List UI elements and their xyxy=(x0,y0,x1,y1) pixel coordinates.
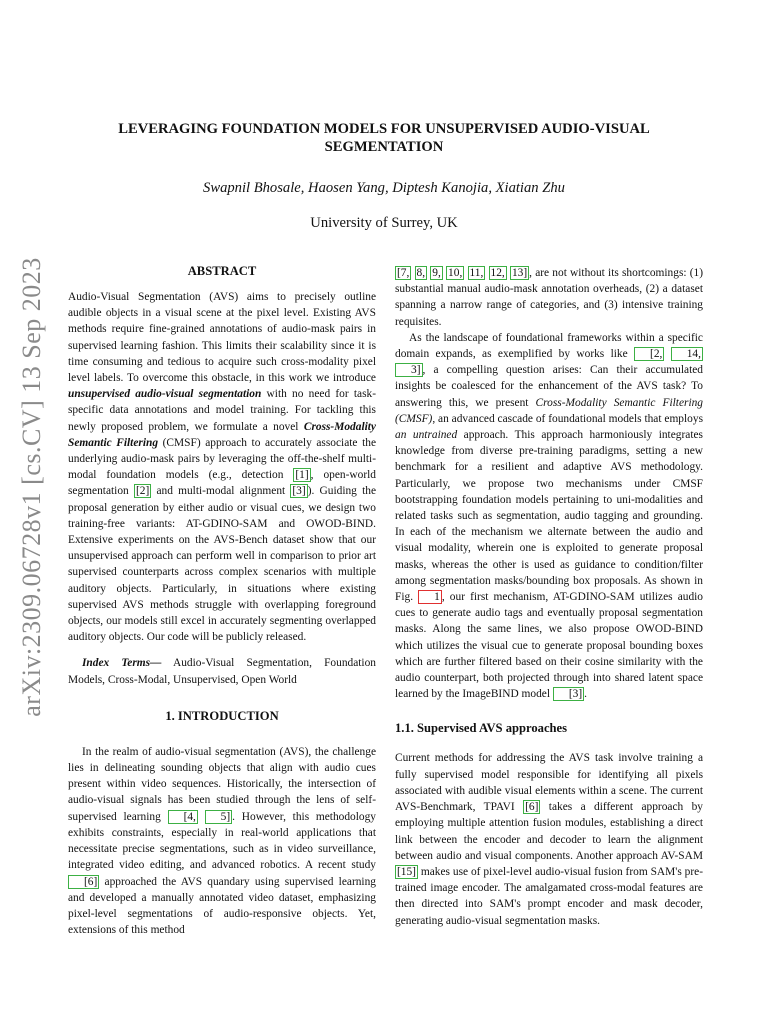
figure-link[interactable]: 1 xyxy=(418,590,442,604)
paper-header xyxy=(68,120,700,232)
index-terms xyxy=(68,655,376,687)
text-run: (CMSF) approach to accurately associate the underlying audio-mask pairs by leveraging the off-the-shelf multi-modal foundation models (e.g., detection xyxy=(68,436,376,482)
text-run: with no need for task-specific data annotations and model training. For tackling this newly proposed problem, we formulate a novel xyxy=(68,388,376,433)
affiliation: University of Surrey, UK xyxy=(310,215,458,231)
citation-link[interactable]: [3] xyxy=(553,687,584,701)
citation-link[interactable]: 10, xyxy=(448,267,463,279)
text-run: and multi-modal alignment xyxy=(151,485,291,498)
italic-text: an untrained xyxy=(395,429,458,442)
citation-link[interactable]: [6] xyxy=(525,801,539,814)
citation-link[interactable]: 5] xyxy=(205,810,233,824)
citation-link[interactable]: [6] xyxy=(68,875,99,889)
abstract-paragraph xyxy=(68,289,376,645)
subsection-heading: 1.1. Supervised AVS approaches xyxy=(395,721,568,736)
citation-link[interactable]: [3] xyxy=(292,485,306,498)
left-column xyxy=(68,263,376,938)
citation-link[interactable]: 11, xyxy=(469,267,484,279)
citation-link[interactable]: [4, xyxy=(168,810,198,824)
index-terms-label: Index Terms— xyxy=(82,657,162,670)
text-run: In the realm of audio-visual segmentation (AVS), the challenge lies in delineating sounding objects that align with audio cues present within video sequences. Historically, the intersection of audio-visual signals has been studied through the lens of self-supervised learning xyxy=(68,745,376,823)
author-list: Swapnil Bhosale, Haosen Yang, Diptesh Kanojia, Xiatian Zhu xyxy=(203,180,565,196)
citation-link[interactable]: [7, xyxy=(397,267,410,279)
emphasis-text: unsupervised audio-visual segmentation xyxy=(68,388,262,401)
text-run: ). Guiding the proposal generation by either audio or visual cues, we design two training-free variants: AT-GDINO-SAM and OWOD-BIND. Extensive experiments on the AVS-Bench dataset show that our unsupervised approach can perform well in comparison to prior art supervised counterparts across complex scenarios with multiple auditory objects. Particularly, in situations where existing supervised AVS methods struggle with overlapping foreground objects, our models still excel in accurately segmenting overlapped auditory objects. Our code will be publicly released. xyxy=(68,485,376,644)
text-run: , our first mechanism, AT-GDINO-SAM utilizes audio cues to generate audio tags and eventually proposal segmentation masks. Along the same lines, we also propose OWOD-BIND which utilizes the visual cue to generate proposal bounding boxes which are further filtered based on their cosine similarity with the audio counterpart, both projected through into shared latent space learned by the ImageBIND model xyxy=(395,591,703,701)
arxiv-identifier xyxy=(8,257,56,717)
paper-title: LEVERAGING FOUNDATION MODELS FOR UNSUPERVISED AUDIO-VISUAL SEGMENTATION xyxy=(118,121,650,155)
supervised-avs-paragraph xyxy=(395,750,703,928)
text-run: , are not without its shortcomings: (1) substantial manual audio-mask annotation overheads, (2) a dataset spanning a narrow range of categories, and (3) intensive training requisites. xyxy=(395,267,704,328)
right-column xyxy=(395,263,703,929)
text-run: Audio-Visual Segmentation (AVS) aims to precisely outline audible objects in a visual scene at the pixel level. Existing AVS methods require fine-grained annotations of audio-mask pairs in supervised learning fashion. This limits their scalability since it is time consuming and tedious to acquire such cross-modality pixel level labels. To overcome this obstacle, in this work we introduce xyxy=(68,291,376,385)
emphasis-text: Cross-Modality Semantic Filtering xyxy=(68,420,376,449)
citation-link[interactable]: [2, xyxy=(634,347,664,361)
text-run: , a compelling question arises: Can their accumulated insights be coalesced for the enhancement of the AVS task? To answering this, we present xyxy=(395,364,703,409)
index-terms-text: Audio-Visual Segmentation, Foundation Models, Cross-Modal, Unsupervised, Open World xyxy=(68,657,376,686)
citation-link[interactable]: [2] xyxy=(135,485,150,498)
citation-link[interactable]: 12, xyxy=(490,267,505,279)
intro-continued-paragraph xyxy=(395,265,703,330)
introduction-heading: 1. INTRODUCTION xyxy=(165,708,279,723)
citation-link[interactable]: 3] xyxy=(395,363,423,377)
text-run: approached the AVS quandary using supervised learning and developed a manually annotated video dataset, emphasizing pixel-level segmentations of audio-responsive objects. Yet, extensions of this method xyxy=(68,875,376,937)
arxiv-id-text: arXiv:2309.06728v1 [cs.CV] 13 Sep 2023 xyxy=(17,257,47,717)
text-run: approach. This approach harmoniously integrates knowledge from diverse pre-training paradigms, setting a new benchmark for a resilient and adaptive AVS methodology. Particularly, we propose two mechanisms under CMSF bootstrapping foundation models pertaining to uni-modalities and related tasks such as segmentation, audio tagging and grounding. In each of the mechanism we alternate between the audio and visual modality, wherein one is exploited to generate proposal masks, whereas the other is used as guidance to condition/filter among segmentation masks/bounding box proposals. As shown in Fig. xyxy=(395,429,703,604)
citation-link[interactable]: 14, xyxy=(671,347,703,361)
text-run: As the landscape of foundational frameworks within a specific domain expands, as exemplified by works like xyxy=(395,331,703,361)
text-run: , an advanced cascade of foundational models that employs xyxy=(432,412,703,425)
italic-text: Cross-Modality Semantic Filtering (CMSF) xyxy=(395,396,704,425)
text-run: makes use of pixel-level audio-visual fusion from SAM's pre-trained image encoder. The amalgamated cross-modal features are then directed into SAM's prompt encoder and mask decoder, generating audio-visual segmentation masks. xyxy=(395,865,703,927)
introduction-paragraph xyxy=(68,744,376,938)
text-run: . However, this methodology exhibits constraints, especially in real-world applications that necessitate precise segmentations, such as in video surveillance, integrated video editing, and advanced robotics. A recent study xyxy=(68,810,376,872)
text-run: takes a different approach by employing multiple attention fusion modules, establishing a direct link between the encoder and decoder to learn the alignment between audio and visual components. Another approach AV-SAM xyxy=(395,801,703,862)
citation-link[interactable]: [1] xyxy=(295,469,309,482)
abstract-heading: ABSTRACT xyxy=(187,264,257,278)
text-run: . xyxy=(584,688,587,701)
citation-link[interactable]: [15] xyxy=(397,865,416,878)
citation-link[interactable]: 9, xyxy=(432,267,441,279)
citation-link[interactable]: 8, xyxy=(416,267,426,279)
text-run: Current methods for addressing the AVS task involve training a fully supervised model responsible for identifying all pixels associated with audible visual elements within a scene. The current AVS-Benchmark, TPAVI xyxy=(395,752,703,814)
cmsf-paragraph xyxy=(395,330,703,703)
text-run: , open-world segmentation xyxy=(68,469,376,498)
citation-link[interactable]: 13] xyxy=(511,267,528,279)
